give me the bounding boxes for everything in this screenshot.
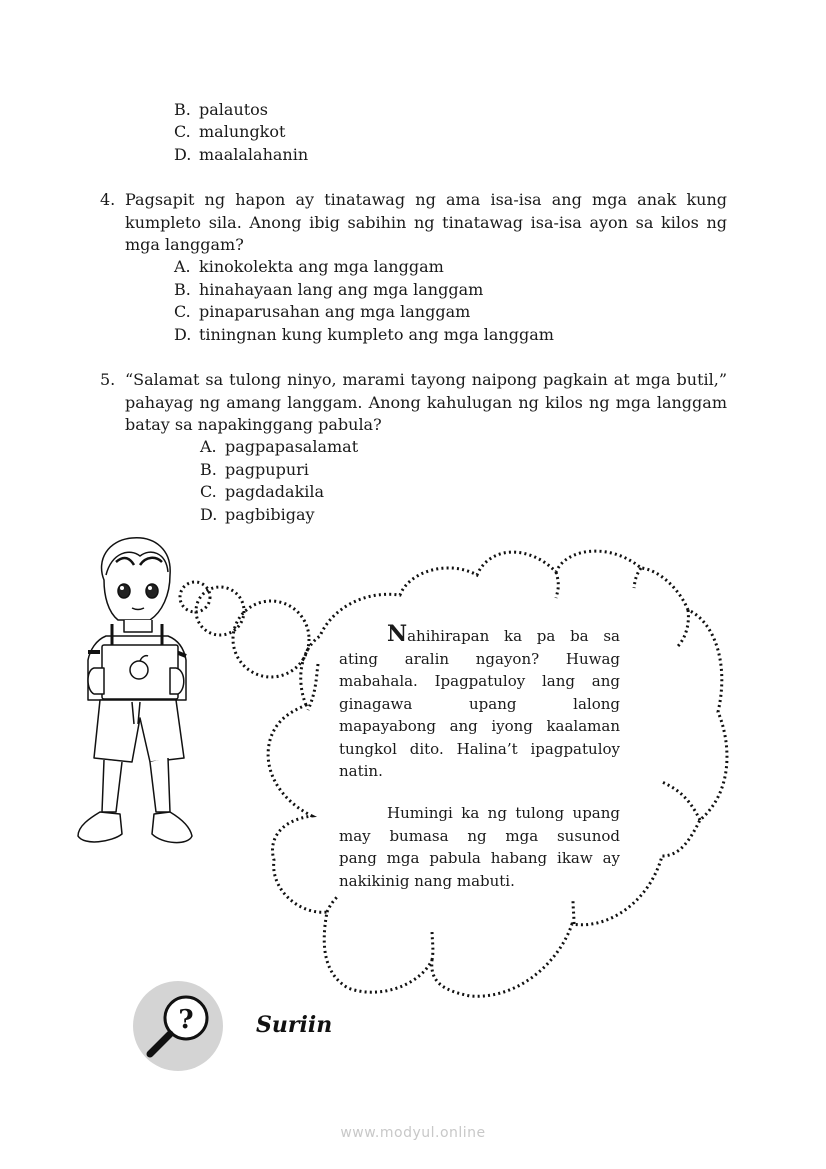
choice-d: D. tiningnan kung kumpleto ang mga langgam xyxy=(174,325,554,344)
choice-a: A. pagpapasalamat xyxy=(200,437,359,456)
choice-c: C. pinaparusahan ang mga langgam xyxy=(174,302,471,321)
question-text: Pagsapit ng hapon ay tinatawag ng ama isa-isa ang mga anak kung kumpleto sila. Anong ibig sabihin ng tinatawag isa-isa ayon sa kilos ng mga langgam? xyxy=(125,190,727,254)
thought-bubble-small-icon xyxy=(180,582,309,677)
choice-b: B. hinahayaan lang ang mga langgam xyxy=(174,280,484,299)
choice-d: D. pagbibigay xyxy=(200,505,315,524)
choice-d: D. maalalahanin xyxy=(174,145,309,164)
magnifier-question-icon xyxy=(133,981,223,1071)
dropcap: N xyxy=(387,621,408,647)
choice-b: B. pagpupuri xyxy=(200,460,309,479)
choice-a: A. kinokolekta ang mga langgam xyxy=(174,257,444,276)
svg-text:?: ? xyxy=(178,1005,194,1035)
choice-b: B. palautos xyxy=(174,100,269,119)
question-text: “Salamat sa tulong ninyo, marami tayong naipong pagkain at mga butil,” pahayag ng amang langgam. Anong kahulugan ng kilos ng mga langgam batay sa napakinggang pabula? xyxy=(125,370,727,434)
boy-with-tablet-icon xyxy=(78,538,192,843)
choice-c: C. malungkot xyxy=(174,122,286,141)
choice-c: C. pagdadakila xyxy=(200,482,325,501)
question-number: 5. xyxy=(100,370,116,389)
thought-bubble-paragraph-2: Humingi ka ng tulong upang may bumasa ng mga susunod pang mga pabula habang ikaw ay nakikinig nang mabuti. xyxy=(339,804,620,890)
section-title: Suriin xyxy=(256,1012,333,1038)
question-number: 4. xyxy=(100,190,116,209)
thought-bubble-paragraph-1: Nahihirapan ka pa ba sa ating aralin ngayon? Huwag mabahala. Ipagpatuloy lang ang ginagawa upang lalong mapayabong ang iyong kaalaman tungkol dito. Halina’t ipagpatuloy natin. xyxy=(339,621,620,780)
footer-watermark: www.modyul.online xyxy=(340,1125,486,1141)
